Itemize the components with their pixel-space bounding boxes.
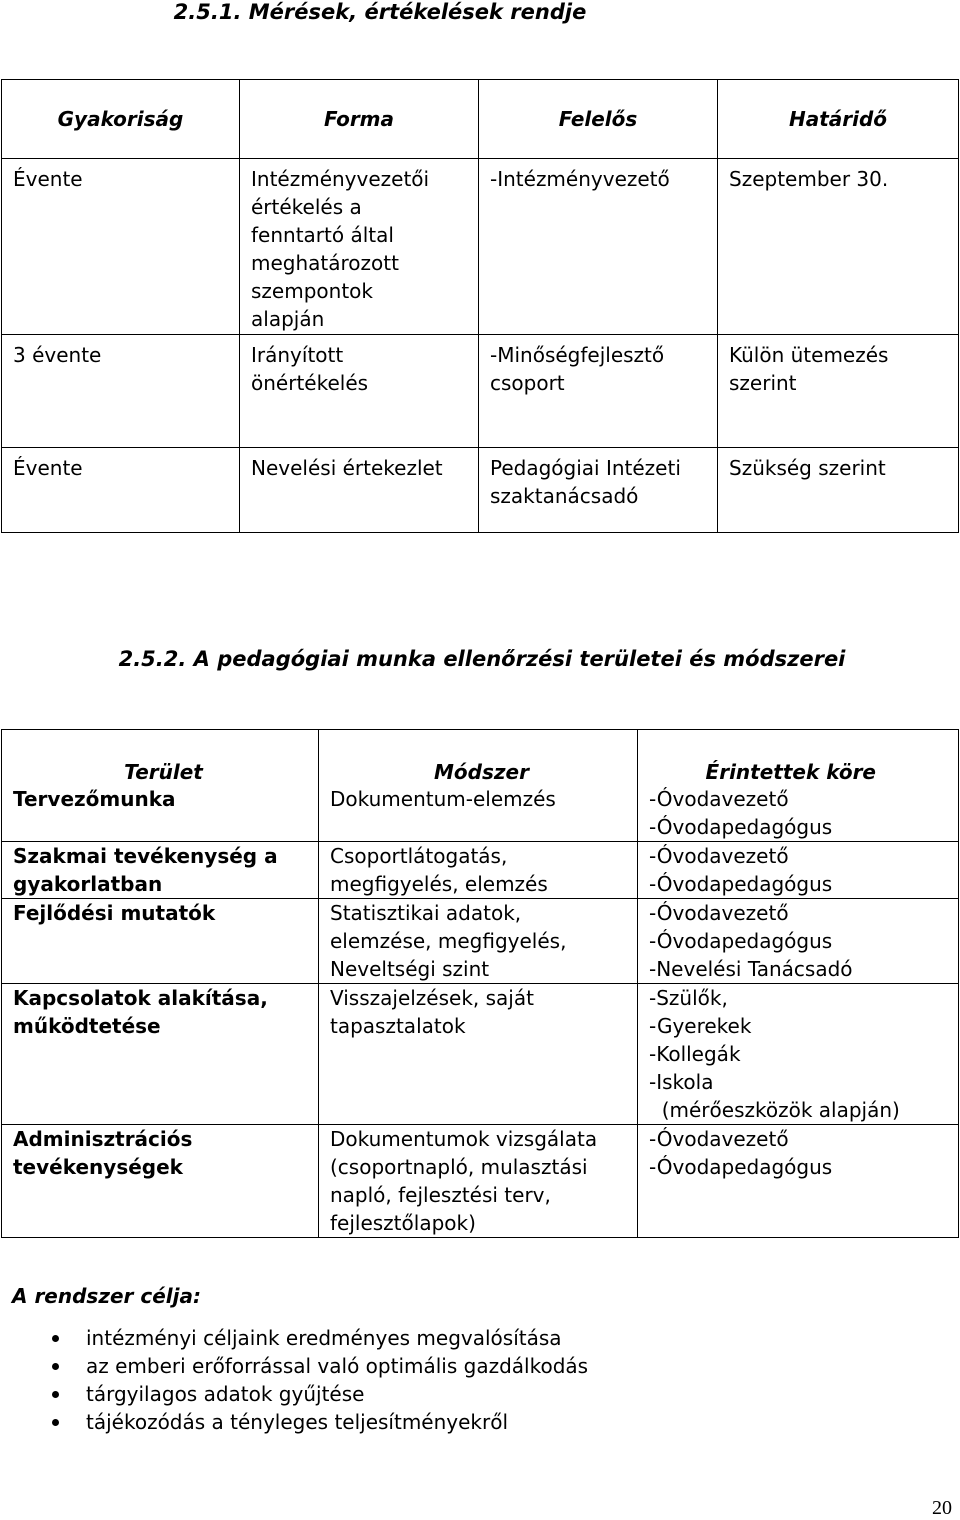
cell-line: -Óvodavezető bbox=[649, 844, 789, 868]
cell-deadline bbox=[718, 335, 959, 448]
table-header-row bbox=[2, 730, 959, 786]
cell-line: -Gyerekek bbox=[649, 1014, 752, 1038]
cell-line: (mérőeszközök alapján) bbox=[649, 1098, 900, 1122]
cell-area bbox=[2, 1125, 319, 1238]
cell-line: -Óvodavezető bbox=[649, 787, 789, 811]
cell-frequency bbox=[2, 159, 240, 335]
header-method: Módszer bbox=[319, 730, 638, 786]
cell-line: -Minőségfejlesztő bbox=[490, 343, 665, 367]
header-area: Terület bbox=[2, 730, 319, 786]
cell-line: elemzése, megfigyelés, bbox=[330, 929, 567, 953]
cell-area bbox=[2, 785, 319, 842]
page-number: 20 bbox=[932, 1497, 952, 1519]
table-row bbox=[2, 899, 959, 984]
cell-frequency bbox=[2, 335, 240, 448]
cell-line: Neveltségi szint bbox=[330, 957, 490, 981]
cell-line: szempontok bbox=[251, 279, 373, 303]
cell-line: (csoportnapló, mulasztási bbox=[330, 1155, 588, 1179]
cell-line: értékelés a bbox=[251, 195, 362, 219]
cell-line: -Óvodapedagógus bbox=[649, 815, 833, 839]
goal-text: tárgyilagos adatok gyűjtése bbox=[86, 1382, 365, 1406]
cell-line: -Óvodapedagógus bbox=[649, 929, 833, 953]
table-header-row bbox=[2, 80, 959, 159]
header-responsible: Felelős bbox=[479, 80, 718, 159]
cell-method bbox=[319, 984, 638, 1125]
cell-line: megfigyelés, elemzés bbox=[330, 872, 548, 896]
cell-line: Statisztikai adatok, bbox=[330, 901, 522, 925]
cell-line: csoport bbox=[490, 371, 565, 395]
cell-line: Dokumentumok vizsgálata bbox=[330, 1127, 598, 1151]
cell-affected bbox=[638, 785, 959, 842]
cell-line: -Nevelési Tanácsadó bbox=[649, 957, 853, 981]
cell-line: -Óvodavezető bbox=[649, 1127, 789, 1151]
cell-line: Intézményvezetői bbox=[251, 167, 430, 191]
table-row bbox=[2, 984, 959, 1125]
goal-text: tájékozódás a tényleges teljesítményekről bbox=[86, 1410, 509, 1434]
cell-affected bbox=[638, 1125, 959, 1238]
header-form: Forma bbox=[240, 80, 479, 159]
cell-form bbox=[240, 159, 479, 335]
cell-line: szerint bbox=[729, 371, 797, 395]
table-row bbox=[2, 159, 959, 335]
cell-line: napló, fejlesztési terv, bbox=[330, 1183, 551, 1207]
goal-item bbox=[36, 1324, 588, 1352]
cell-affected bbox=[638, 842, 959, 899]
cell-line: fejlesztőlapok) bbox=[330, 1211, 476, 1235]
cell-line: meghatározott bbox=[251, 251, 399, 275]
cell-line: Csoportlátogatás, bbox=[330, 844, 508, 868]
bullet-icon bbox=[52, 1363, 59, 1370]
table-row bbox=[2, 448, 959, 533]
cell-line: gyakorlatban bbox=[13, 872, 163, 896]
section-title-measurements: 2.5.1. Mérések, értékelések rendje bbox=[173, 0, 587, 24]
cell-line: tevékenységek bbox=[13, 1155, 183, 1179]
cell-line: Irányított bbox=[251, 343, 344, 367]
cell-line: Szeptember 30. bbox=[729, 167, 889, 191]
cell-line: Külön ütemezés bbox=[729, 343, 889, 367]
cell-line: Évente bbox=[13, 167, 83, 191]
header-deadline: Határidő bbox=[718, 80, 959, 159]
cell-line: -Óvodapedagógus bbox=[649, 1155, 833, 1179]
measurements-table bbox=[1, 79, 959, 533]
cell-method bbox=[319, 1125, 638, 1238]
cell-area bbox=[2, 899, 319, 984]
cell-method bbox=[319, 899, 638, 984]
cell-line: -Intézményvezető bbox=[490, 167, 670, 191]
table-row bbox=[2, 1125, 959, 1238]
cell-line: Kapcsolatok alakítása, bbox=[13, 986, 268, 1010]
cell-line: Nevelési értekezlet bbox=[251, 456, 443, 480]
cell-line: -Kollegák bbox=[649, 1042, 741, 1066]
cell-deadline bbox=[718, 448, 959, 533]
cell-line: tapasztalatok bbox=[330, 1014, 466, 1038]
cell-line: alapján bbox=[251, 307, 325, 331]
cell-affected bbox=[638, 984, 959, 1125]
cell-line: Évente bbox=[13, 456, 83, 480]
goal-item bbox=[36, 1408, 588, 1436]
cell-line: Szükség szerint bbox=[729, 456, 886, 480]
goals-list bbox=[36, 1324, 588, 1436]
goals-title: A rendszer célja: bbox=[12, 1284, 201, 1308]
cell-frequency bbox=[2, 448, 240, 533]
cell-responsible bbox=[479, 448, 718, 533]
cell-area bbox=[2, 842, 319, 899]
cell-line: Tervezőmunka bbox=[13, 787, 176, 811]
goal-item bbox=[36, 1352, 588, 1380]
cell-line: -Iskola bbox=[649, 1070, 714, 1094]
goal-item bbox=[36, 1380, 588, 1408]
goal-text: az emberi erőforrással való optimális gazdálkodás bbox=[86, 1354, 589, 1378]
section-title-inspection: 2.5.2. A pedagógiai munka ellenőrzési területei és módszerei bbox=[118, 647, 846, 671]
table-row bbox=[2, 335, 959, 448]
bullet-icon bbox=[52, 1335, 59, 1342]
cell-responsible bbox=[479, 159, 718, 335]
cell-line: -Óvodapedagógus bbox=[649, 872, 833, 896]
cell-affected bbox=[638, 899, 959, 984]
bullet-icon bbox=[52, 1419, 59, 1426]
cell-responsible bbox=[479, 335, 718, 448]
cell-method bbox=[319, 785, 638, 842]
cell-line: 3 évente bbox=[13, 343, 102, 367]
table-row bbox=[2, 842, 959, 899]
cell-line: Adminisztrációs bbox=[13, 1127, 193, 1151]
cell-line: önértékelés bbox=[251, 371, 369, 395]
cell-method bbox=[319, 842, 638, 899]
header-frequency: Gyakoriság bbox=[2, 80, 240, 159]
cell-line: -Szülők, bbox=[649, 986, 728, 1010]
cell-line: szaktanácsadó bbox=[490, 484, 639, 508]
cell-line: működtetése bbox=[13, 1014, 161, 1038]
cell-line: Szakmai tevékenység a bbox=[13, 844, 278, 868]
cell-line: Dokumentum-elemzés bbox=[330, 787, 556, 811]
header-affected: Érintettek köre bbox=[638, 730, 959, 786]
cell-form bbox=[240, 335, 479, 448]
cell-area bbox=[2, 984, 319, 1125]
cell-line: Visszajelzések, saját bbox=[330, 986, 534, 1010]
goal-text: intézményi céljaink eredményes megvalósítása bbox=[86, 1326, 562, 1350]
cell-form bbox=[240, 448, 479, 533]
table-row bbox=[2, 785, 959, 842]
cell-deadline bbox=[718, 159, 959, 335]
cell-line: Fejlődési mutatók bbox=[13, 901, 216, 925]
cell-line: -Óvodavezető bbox=[649, 901, 789, 925]
cell-line: fenntartó által bbox=[251, 223, 394, 247]
bullet-icon bbox=[52, 1391, 59, 1398]
cell-line: Pedagógiai Intézeti bbox=[490, 456, 681, 480]
inspection-table bbox=[1, 729, 959, 1238]
